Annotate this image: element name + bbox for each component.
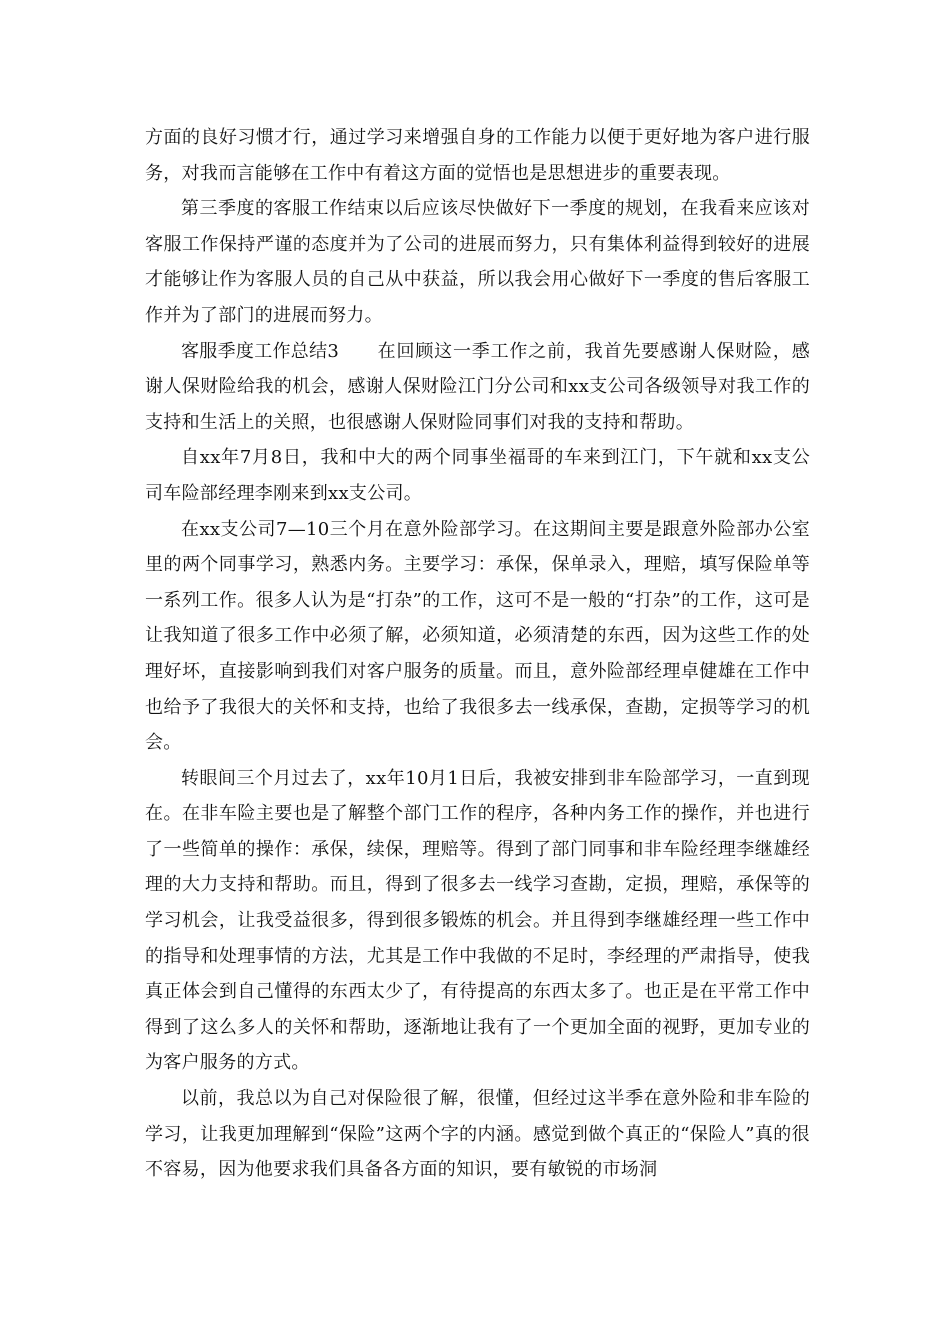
paragraph-1: 方面的良好习惯才行，通过学习来增强自身的工作能力以便于更好地为客户进行服务，对我而言能够在工作中有着这方面的觉悟也是思想进步的重要表现。 — [145, 127, 810, 184]
paragraph-4: 自xx年7月8日，我和中大的两个同事坐福哥的车来到江门，下午就和xx支公司车险部经理李刚来到xx支公司。 — [145, 447, 810, 504]
paragraph-6: 转眼间三个月过去了，xx年10月1日后，我被安排到非车险部学习，一直到现在。在非车险主要也是了解整个部门工作的程序，各种内务工作的操作，并也进行了一些简单的操作：承保，续保，理赔等。得到了部门同事和非车险经理李继雄经理的大力支持和帮助。而且，得到了很多去一线学习查勘，定损，理赔，承保等的学习机会，让我受益很多，得到很多锻炼的机会。并且得到李继雄经理一些工作中的指导和处理事情的方法，尤其是工作中我做的不足时，李经理的严肃指导，使我真正体会到自己懂得的东西太少了，有待提高的东西太多了。也正是在平常工作中得到了这么多人的关怀和帮助，逐渐地让我有了一个更加全面的视野，更加专业的为客户服务的方式。 — [145, 767, 810, 1074]
section-heading: 客服季度工作总结3 — [181, 340, 340, 362]
paragraph-2: 第三季度的客服工作结束以后应该尽快做好下一季度的规划，在我看来应该对客服工作保持严谨的态度并为了公司的进展而努力，只有集体利益得到较好的进展才能够让作为客服人员的自己从中获益，所以我会用心做好下一季度的售后客服工作并为了部门的进展而努力。 — [145, 198, 810, 326]
paragraph-3-text: 在回顾这一季工作之前，我首先要感谢人保财险，感谢人保财险给我的机会，感谢人保财险江门分公司和xx支公司各级领导对我工作的支持和生活上的关照，也很感谢人保财险同事们对我的支持和帮助。 — [145, 340, 810, 433]
paragraph-7: 以前，我总以为自己对保险很了解，很懂，但经过这半季在意外险和非车险的学习，让我更加理解到“保险”这两个字的内涵。感觉到做个真正的“保险人”真的很不容易，因为他要求我们具备各方面的知识，要有敏锐的市场洞 — [145, 1088, 810, 1181]
paragraph-3 — [145, 334, 810, 441]
paragraph-5: 在xx支公司7—10三个月在意外险部学习。在这期间主要是跟意外险部办公室里的两个同事学习，熟悉内务。主要学习：承保，保单录入，理赔，填写保险单等一系列工作。很多人认为是“打杂”的工作，这可不是一般的“打杂”的工作，这可是让我知道了很多工作中必须了解，必须知道，必须清楚的东西，因为这些工作的处理好坏，直接影响到我们对客户服务的质量。而且，意外险部经理卓健雄在工作中也给予了我很大的关怀和支持，也给了我很多去一线承保，查勘，定损等学习的机会。 — [145, 518, 810, 754]
document-body — [145, 120, 810, 1188]
